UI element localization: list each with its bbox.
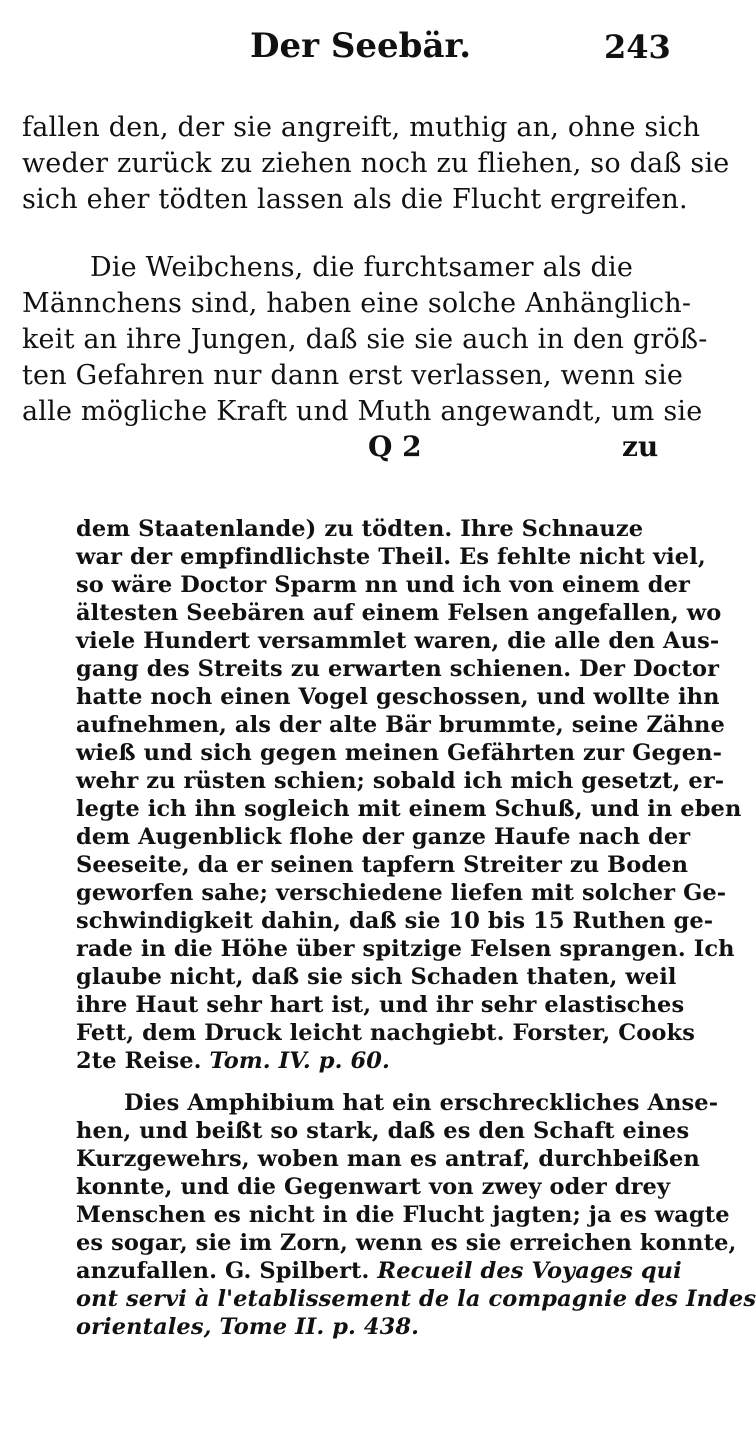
footnote-line-italic: ont servi à l'etablissement de la compagnie des Indes — [76, 1286, 756, 1312]
footnote-line: hen, und beißt so stark, daß es den Schaft eines — [76, 1118, 690, 1144]
footnote-line: wieß und sich gegen meinen Gefährten zur Gegen- — [76, 740, 723, 766]
signature-line — [0, 430, 700, 470]
signature-mark: Q 2 — [368, 430, 422, 463]
footnote-line: schwindigkeit dahin, daß sie 10 bis 15 Ruthen ge- — [76, 908, 714, 934]
footnote-line: wehr zu rüsten schien; sobald ich mich gesetzt, er- — [76, 768, 725, 794]
footnote-text: anzufallen. G. Spilbert. — [76, 1258, 370, 1284]
footnote-line: es sogar, sie im Zorn, wenn es sie erreichen konnte, — [76, 1230, 737, 1256]
text-line: fallen den, der sie angreift, muthig an, ohne sich — [22, 112, 701, 143]
footnote-line: rade in die Höhe über spitzige Felsen sprangen. Ich — [76, 936, 735, 962]
footnote-line — [76, 1258, 682, 1284]
footnote-line: war der empfindlichste Theil. Es fehlte nicht viel, — [76, 544, 706, 570]
footnote-line — [76, 1048, 666, 1074]
text-line: Männchens sind, haben eine solche Anhänglich- — [22, 288, 692, 319]
footnote-line: gang des Streits zu erwarten schienen. Der Doctor — [76, 656, 720, 682]
footnote-line: aufnehmen, als der alte Bär brummte, seine Zähne — [76, 712, 725, 738]
citation-italic: Recueil des Voyages qui — [377, 1258, 682, 1284]
footnote-line: ihre Haut sehr hart ist, und ihr sehr elastisches — [76, 992, 685, 1018]
footnote-line: Fett, dem Druck leicht nachgiebt. Forster, Cooks — [76, 1020, 695, 1046]
footnote-line: glaube nicht, daß sie sich Schaden thaten, weil — [76, 964, 677, 990]
footnote-line: dem Augenblick flohe der ganze Haufe nach der — [76, 824, 691, 850]
text-line: alle mögliche Kraft und Muth angewandt, um sie — [22, 396, 703, 427]
text-line: sich eher tödten lassen als die Flucht ergreifen. — [22, 184, 688, 215]
citation-italic: Tom. IV. p. 60. — [209, 1048, 390, 1074]
page-number: 243 — [604, 28, 671, 66]
footnote-line: ältesten Seebären auf einem Felsen angefallen, wo — [76, 600, 722, 626]
footnote-line: so wäre Doctor Sparm nn und ich von einem der — [76, 572, 690, 598]
footnote-line-italic: orientales, Tome II. p. 438. — [76, 1314, 420, 1340]
footnote-line: legte ich ihn sogleich mit einem Schuß, und in eben — [76, 796, 742, 822]
footnote-line: hatte noch einen Vogel geschossen, und wollte ihn — [76, 684, 720, 710]
footnote-text: 2te Reise. — [76, 1048, 202, 1074]
text-line: Die Weibchens, die furchtsamer als die — [90, 252, 634, 283]
running-title: Der Seebär. — [250, 26, 472, 66]
footnote-line: konnte, und die Gegenwart von zwey oder drey — [76, 1174, 671, 1200]
footnote-line: geworfen sahe; verschiedene liefen mit solcher Ge- — [76, 880, 727, 906]
footnote-line: dem Staatenlande) zu tödten. Ihre Schnauze — [76, 516, 644, 542]
catchword: zu — [622, 430, 659, 463]
footnote-line: viele Hundert versammlet waren, die alle den Aus- — [76, 628, 720, 654]
footnote-line: Kurzgewehrs, woben man es antraf, durchbeißen — [76, 1146, 700, 1172]
footnote-line: Dies Amphibium hat ein erschreckliches Anse- — [124, 1090, 719, 1116]
footnote-line: Seeseite, da er seinen tapfern Streiter zu Boden — [76, 852, 689, 878]
text-line: keit an ihre Jungen, daß sie sie auch in den größ- — [22, 324, 708, 355]
text-line: ten Gefahren nur dann erst verlassen, wenn sie — [22, 360, 684, 391]
page-header — [0, 26, 700, 74]
footnote-line: Menschen es nicht in die Flucht jagten; ja es wagte — [76, 1202, 730, 1228]
text-line: weder zurück zu ziehen noch zu fliehen, so daß sie — [22, 148, 730, 179]
